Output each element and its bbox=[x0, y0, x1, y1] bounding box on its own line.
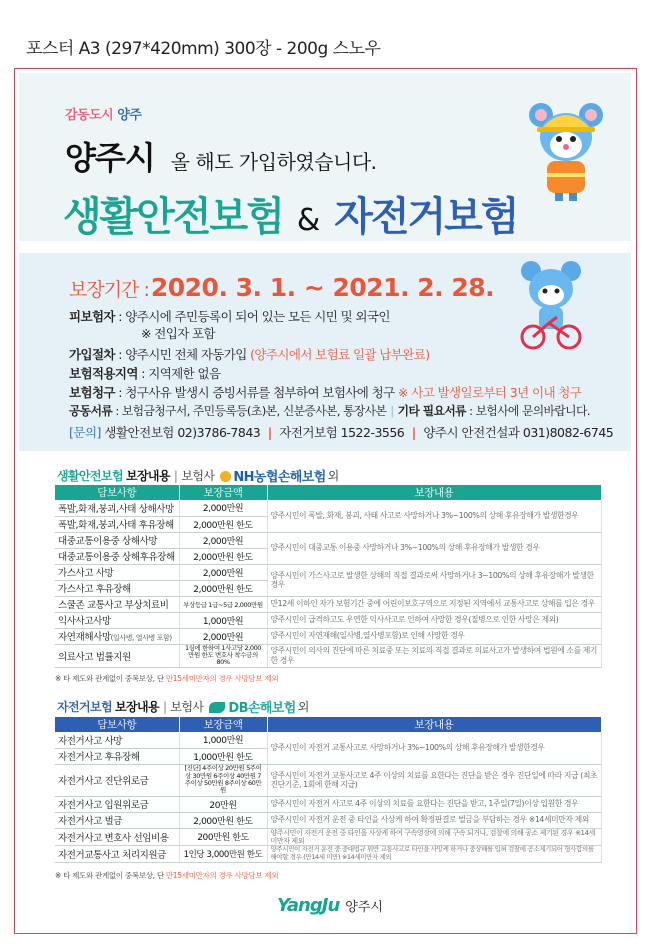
table-row: 대중교통이용중 상해사망 2,000만원 양주시민이 대중교통 이용중 사망하거나 3%~100%의 상해 후유장해가 발생한 경우 bbox=[55, 532, 601, 548]
hero-title: 생활안전보험 & 자전거보험 bbox=[63, 185, 517, 242]
title-bicycle: 자전거보험 bbox=[334, 194, 518, 240]
table-row: 폭발,화재,붕괴,사태 후유장해 2,000만원 한도 bbox=[55, 516, 601, 532]
table-header: 담보사항 보장금액 보장내용 bbox=[55, 717, 601, 732]
table-row: 의료사고 법률지원 1심에 한하여 1사고당 2,000만원 한도 변호사 착수금의 80% 양주시민이 의사의 진단에 따른 치료중 또는 치료의 직접 결과로 의료사고가 발생하여 법원에 소를 제기한 경우 bbox=[55, 644, 601, 667]
table-row: 자전거사고 사망 1,000만원 양주시민이 자전거 교통사고로 사망하거나 3%~100%의 상해 후유장해가 발생한경우 bbox=[55, 732, 601, 748]
db-logo-icon bbox=[209, 702, 225, 713]
title-life-safety: 생활안전보험 bbox=[63, 194, 283, 240]
table-row: 대중교통이용중 상해후유장해 2,000만원 한도 bbox=[55, 548, 601, 564]
table-row: 자전거사고 벌금 2,000만원 한도 양주시민이 자전거 운전 중 타인을 사상케 하여 확정판결로 벌금을 부담하는 경우 ※14세미만자 제외 bbox=[55, 812, 601, 828]
table-row: 폭발,화재,붕괴,사태 상해사망 2,000만원 양주시민이 폭발, 화재, 붕괴, 사태 사고로 사망하거나 3%~100%의 상해 후유장해가 발생한경우 bbox=[55, 500, 601, 516]
hero-banner bbox=[19, 73, 631, 241]
bicycle-note: ※ 타 제도와 관계없이 중복보상, 단 만15세미만자의 경우 사망담보 제외 bbox=[55, 871, 279, 880]
info-row-documents: 공동서류 : 보험금청구서, 주민등록등(초)본, 신분증사본, 통장사본 | 기타 필요서류 : 보험사에 문의바랍니다. bbox=[69, 404, 590, 418]
info-row-region: 보험적용지역 : 지역제한 없음 bbox=[69, 366, 221, 381]
table-row: 자연재해사망(일사병, 열사병 포함) 2,000만원 양주시민이 자연재해(일사병,열사병포함)로 인해 사망한 경우 bbox=[55, 628, 601, 644]
poster bbox=[14, 68, 637, 934]
nh-insurance-logo: NH농협손해보험 bbox=[220, 466, 325, 485]
bicycle-coverage-table bbox=[55, 717, 602, 863]
table-row: 자전거사고 입원위로금 20만원 양주시민이 자전거 사고로 4주 이상의 치료를 요한다는 진단을 받고, 1주일(7일)이상 입원한 경우 bbox=[55, 796, 601, 812]
life-safety-coverage-table bbox=[55, 485, 602, 668]
table-row: 스쿨존 교통사고 부상치료비 부상등급 1급~5급 2,000만원 만12세 이하인 자가 보험기간 중에 어린이보호구역으로 지정된 지역에서 교통사고로 상해를 입은 경우 bbox=[55, 596, 601, 612]
info-row-claim: 보험청구 : 청구사유 발생시 증빙서류를 첨부하여 보험사에 청구 ※ 사고 발생일로부터 3년 이내 청구 bbox=[69, 385, 582, 400]
table-row: 자전거교통사고 처리지원금 1인당 3,000만원 한도 양주시민이 자전거 운전 중 중대법규 위반 교통사고로 타인을 사망케 하거나 중상해를 입혀 검찰에 공소제기되어 형사합의를 해야할 경우 (만14세 미만) ※14세미만자 제외 bbox=[55, 846, 601, 863]
db-insurance-logo: DB손해보험 bbox=[209, 697, 295, 716]
coverage-period-value: 2020. 3. 1. ~ 2021. 2. 28. bbox=[150, 273, 495, 302]
life-safety-note: ※ 타 제도와 관계없이 중복보상, 단 만15세미만자의 경우 사망담보 제외 bbox=[55, 674, 279, 683]
yangju-logo: YangJu 양주시 bbox=[277, 895, 383, 916]
mascot-worker-icon bbox=[525, 95, 607, 203]
life-safety-section-title: 생활안전보험 보장내용 | 보험사 NH농협손해보험 외 bbox=[57, 466, 339, 485]
hero-subtitle: 올 해도 가입하였습니다. bbox=[170, 150, 377, 174]
info-row-enroll: 가입절차 : 양주시민 전체 자동가입 (양주시에서 보험료 일괄 납부완료) bbox=[69, 347, 430, 362]
info-panel bbox=[19, 253, 631, 451]
city-slogan-logo: 감동도시 양주 bbox=[65, 108, 142, 123]
table-row: 자전거사고 변호사 선임비용 200만원 한도 양주시민이 자전거 운전 중 타인을 사상케 하여 구속영장에 의해 구속 되거나, 검찰에 의해 공소 제기된 경우 ※14세미만자 제외 bbox=[55, 828, 601, 846]
inquiry-line: [문의] 생활안전보험 02)3786-7843 | 자전거보험 1522-3556 | 양주시 안전건설과 031)8082-6745 bbox=[69, 425, 614, 440]
table-header: 담보사항 보장금액 보장내용 bbox=[55, 485, 601, 500]
mascot-bicycle-icon bbox=[517, 257, 585, 353]
table-row: 가스사고 사망 2,000만원 양주시민이 가스사고로 발생한 상해의 직접 결과로써 사망하거나 3~100%의 상해 후유장해가 발생한 경우 bbox=[55, 564, 601, 580]
table-row: 자전거사고 진단위로금 [진단] 4주이상 20만원 5주이상 30만원 6주이상 40만원 7주이상 50만원 8주이상 60만원 양주시민이 자전거 교통사고로 4주 이상의 치료를 요한다는 진단을 받은 경우 진단일에 따라 지급 (최초 진단기준, 1회에 한해 지급) bbox=[55, 764, 601, 796]
info-row-insured-note: ※ 전입자 포함 bbox=[141, 326, 215, 341]
nh-logo-icon bbox=[220, 471, 231, 482]
hero-city: 양주시 bbox=[65, 139, 155, 177]
table-row: 가스사고 후유장해 2,000만원 한도 bbox=[55, 580, 601, 596]
print-spec: 포스터 A3 (297*420mm) 300장 - 200g 스노우 bbox=[26, 39, 381, 59]
table-row: 익사사고사망 1,000만원 양주시민이 급격하고도 우연한 익사사고로 인하여 사망한 경우(질병으로 인한 사망은 제외) bbox=[55, 612, 601, 628]
info-row-insured: 피보험자 : 양주시에 주민등록이 되어 있는 모든 시민 및 외국인 bbox=[69, 309, 390, 324]
bicycle-section-title: 자전거보험 보장내용 | 보험사 DB손해보험 외 bbox=[57, 697, 309, 716]
table-row: 자전거사고 후유장해 1,000만원 한도 bbox=[55, 748, 601, 764]
coverage-period: 보장기간 : 2020. 3. 1. ~ 2021. 2. 28. bbox=[69, 273, 495, 302]
